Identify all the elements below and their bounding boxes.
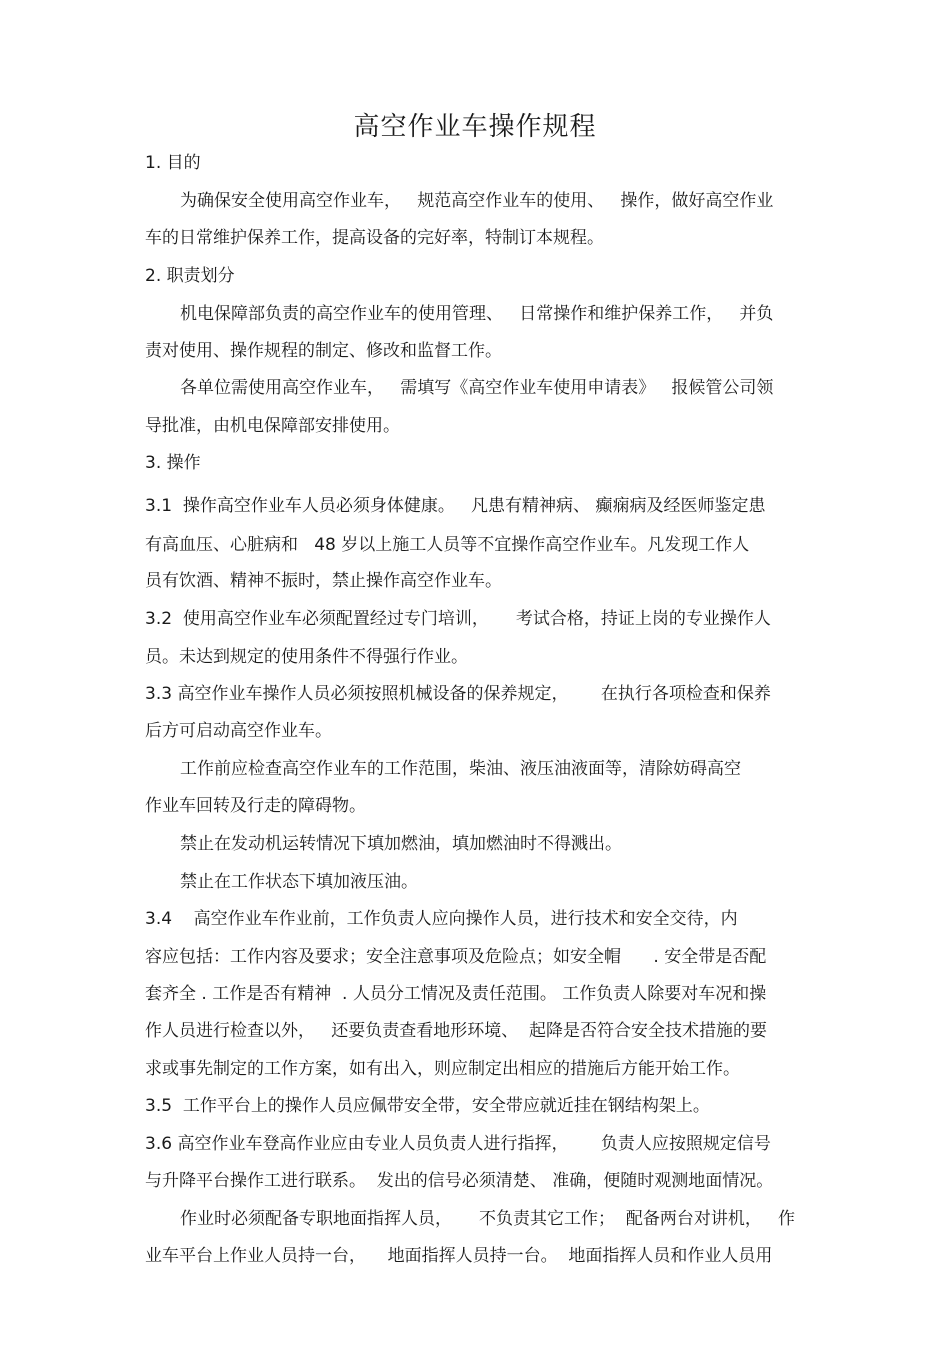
document-title: 高空作业车操作规程 <box>353 112 597 142</box>
paragraph-line: 为确保安全使用高空作业车， 规范高空作业车的使用、 操作，做好高空作业 <box>180 191 774 211</box>
paragraph-line: 工作前应检查高空作业车的工作范围，柴油、液压油液面等，清除妨碍高空 <box>180 759 741 779</box>
paragraph-line: 3.4 高空作业车作业前，工作负责人应向操作人员，进行技术和安全交待，内 <box>145 909 738 929</box>
paragraph-line: 求或事先制定的工作方案，如有出入，则应制定出相应的措施后方能开始工作。 <box>145 1059 740 1079</box>
paragraph-line: 各单位需使用高空作业车， 需填写《高空作业车使用申请表》 报候管公司领 <box>180 378 774 398</box>
paragraph-line: 业车平台上作业人员持一台， 地面指挥人员持一台。 地面指挥人员和作业人员用 <box>145 1246 773 1266</box>
section-heading: 1. 目的 <box>145 153 201 173</box>
section-heading: 2. 职责划分 <box>145 266 235 286</box>
paragraph-line: 员。未达到规定的使用条件不得强行作业。 <box>145 647 468 667</box>
paragraph-line: 禁止在发动机运转情况下填加燃油，填加燃油时不得溅出。 <box>180 834 622 854</box>
paragraph-line: 3.3 高空作业车操作人员必须按照机械设备的保养规定， 在执行各项检查和保养 <box>145 684 771 704</box>
paragraph-line: 员有饮酒、精神不振时，禁止操作高空作业车。 <box>145 571 502 591</box>
paragraph-line: 车的日常维护保养工作，提高设备的完好率，特制订本规程。 <box>145 228 604 248</box>
paragraph-line: 禁止在工作状态下填加液压油。 <box>180 872 418 892</box>
paragraph-line: 导批准，由机电保障部安排使用。 <box>145 416 400 436</box>
paragraph-line: 与升降平台操作工进行联系。 发出的信号必须清楚、 准确，便随时观测地面情况。 <box>145 1171 774 1191</box>
paragraph-line: 作业时必须配备专职地面指挥人员， 不负责其它工作； 配备两台对讲机， 作 <box>180 1209 796 1229</box>
paragraph-line: 后方可启动高空作业车。 <box>145 721 332 741</box>
paragraph-line: 3.6 高空作业车登高作业应由专业人员负责人进行指挥， 负责人应按照规定信号 <box>145 1134 771 1154</box>
paragraph-line: 3.2 使用高空作业车必须配置经过专门培训， 考试合格，持证上岗的专业操作人 <box>145 609 771 629</box>
paragraph-line: 3.1 操作高空作业车人员必须身体健康。 凡患有精神病、 癫痫病及经医师鉴定患 <box>145 496 766 516</box>
paragraph-line: 作业车回转及行走的障碍物。 <box>145 796 366 816</box>
paragraph-line: 有高血压、心脏病和 48 岁以上施工人员等不宜操作高空作业车。凡发现工作人 <box>145 535 750 555</box>
paragraph-line: 机电保障部负责的高空作业车的使用管理、 日常操作和维护保养工作， 并负 <box>180 304 774 324</box>
paragraph-line: 套齐全 . 工作是否有精神 . 人员分工情况及责任范围。 工作负责人除要对车况和操 <box>145 984 767 1004</box>
paragraph-line: 作人员进行检查以外， 还要负责查看地形环境、 起降是否符合安全技术措施的要 <box>145 1021 768 1041</box>
paragraph-line: 容应包括：工作内容及要求；安全注意事项及危险点；如安全帽 . 安全带是否配 <box>145 947 767 967</box>
paragraph-line: 3.5 工作平台上的操作人员应佩带安全带，安全带应就近挂在钢结构架上。 <box>145 1096 710 1116</box>
section-heading: 3. 操作 <box>145 453 201 473</box>
paragraph-line: 责对使用、操作规程的制定、修改和监督工作。 <box>145 341 502 361</box>
